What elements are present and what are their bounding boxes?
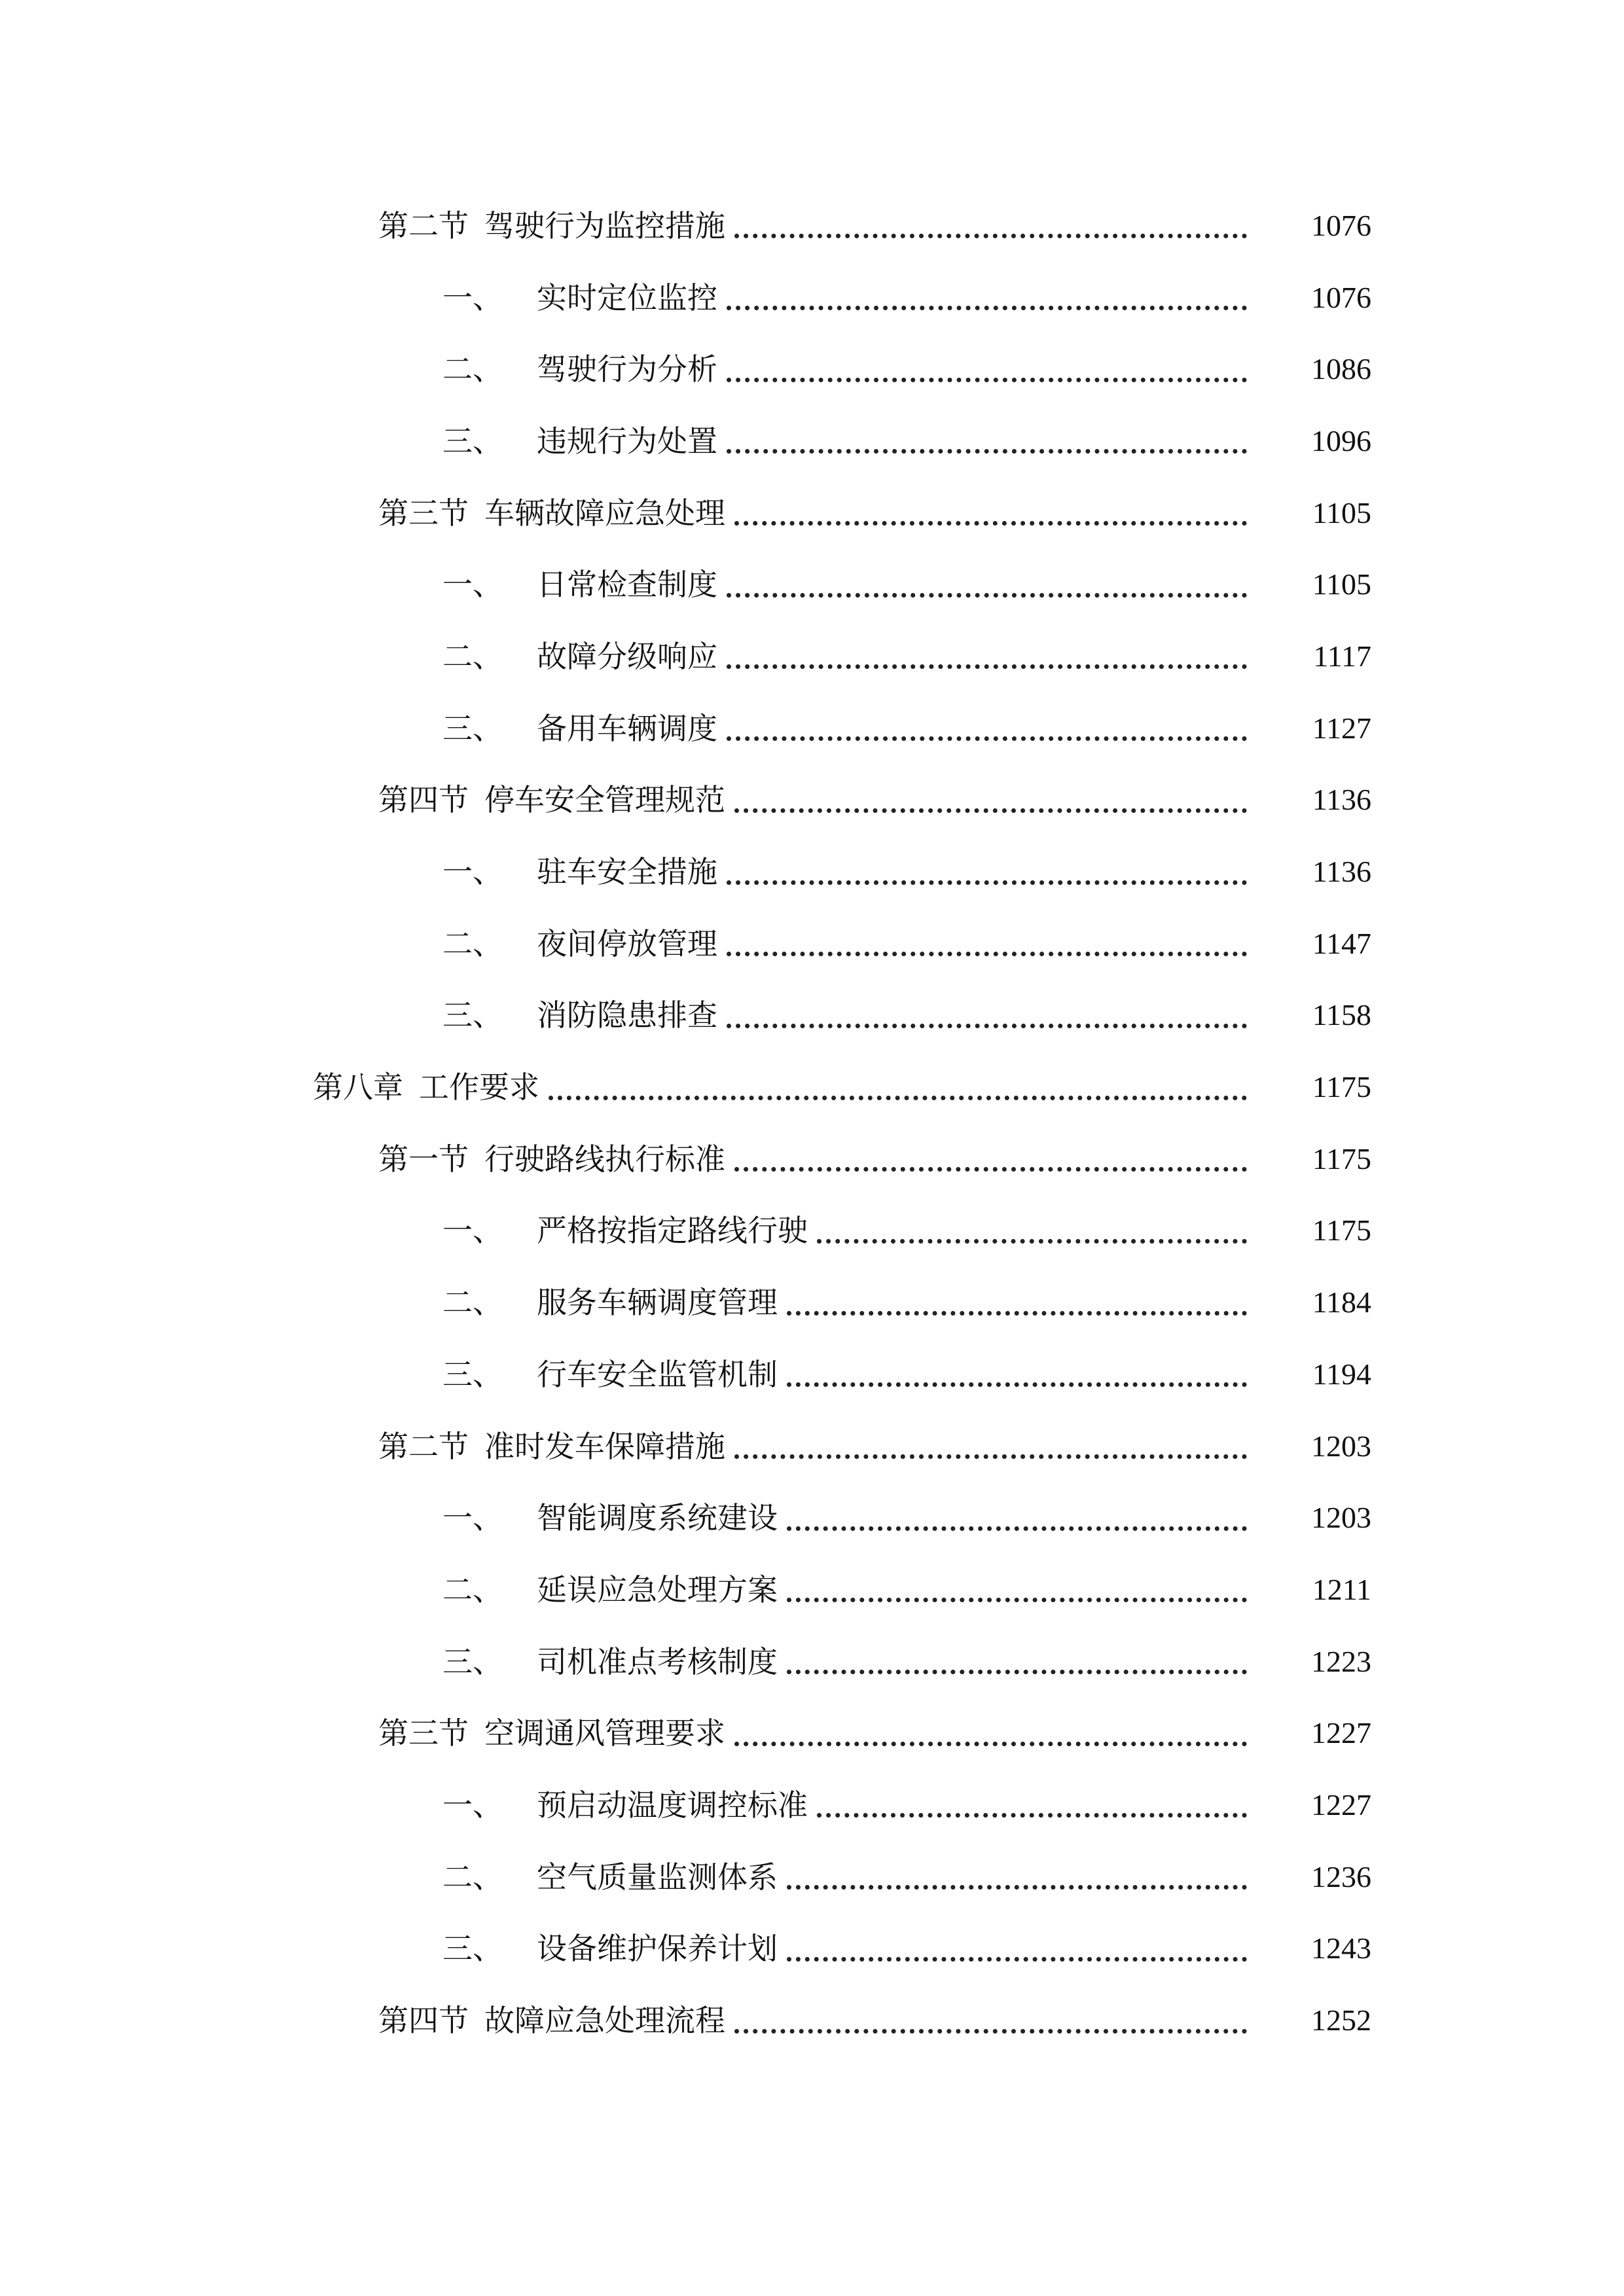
toc-entry-text	[378, 495, 725, 531]
toc-entry-item[interactable]	[0, 692, 1624, 764]
toc-entry-prefix: 三、	[442, 997, 503, 1033]
toc-entry-title: 服务车辆调度管理	[537, 1285, 778, 1321]
toc-entry-text	[442, 1213, 808, 1249]
toc-entry-page-number: 1175	[1312, 1070, 1371, 1104]
toc-entry-page-number: 1086	[1311, 352, 1371, 386]
toc-entry-item[interactable]	[0, 1482, 1624, 1554]
toc-entry-text	[378, 1141, 725, 1177]
dot-leader	[727, 952, 1247, 956]
toc-entry-text	[442, 925, 717, 961]
toc-entry-page-number: 1211	[1312, 1572, 1371, 1606]
toc-entry-text	[313, 1069, 539, 1105]
toc-entry-text	[442, 854, 717, 890]
toc-entry-title: 严格按指定路线行驶	[537, 1213, 808, 1249]
dot-leader	[727, 306, 1247, 310]
dot-leader	[734, 234, 1247, 238]
toc-entry-text	[442, 638, 717, 674]
dot-leader	[734, 521, 1247, 526]
dot-leader	[787, 1957, 1247, 1962]
toc-entry-prefix: 三、	[442, 423, 503, 459]
toc-entry-title: 行车安全监管机制	[537, 1356, 778, 1392]
toc-entry-title: 夜间停放管理	[537, 925, 717, 961]
dot-leader	[734, 1454, 1247, 1459]
toc-entry-title: 工作要求	[419, 1069, 539, 1105]
toc-entry-title: 车辆故障应急处理	[484, 495, 725, 531]
toc-entry-title: 设备维护保养计划	[537, 1931, 778, 1967]
dot-leader	[734, 1167, 1247, 1172]
toc-entry-page-number: 1105	[1312, 567, 1371, 601]
toc-entry-title: 行驶路线执行标准	[484, 1141, 725, 1177]
toc-entry-page-number: 1105	[1312, 495, 1371, 529]
toc-entry-item[interactable]	[0, 333, 1624, 405]
toc-entry-text	[378, 2003, 725, 2039]
toc-entry-prefix: 第二节	[378, 1428, 469, 1464]
toc-entry-text	[442, 1500, 778, 1536]
toc-entry-text	[442, 1356, 778, 1392]
toc-entry-prefix: 第二节	[378, 207, 469, 243]
toc-entry-title: 故障分级响应	[537, 638, 717, 674]
toc-entry-text	[442, 710, 717, 746]
toc-entry-prefix: 三、	[442, 1931, 503, 1967]
toc-entry-title: 消防隐患排查	[537, 997, 717, 1033]
toc-entry-prefix: 二、	[442, 1859, 503, 1895]
toc-entry-text	[442, 1285, 778, 1321]
toc-entry-item[interactable]	[0, 1769, 1624, 1841]
dot-leader	[787, 1885, 1247, 1890]
toc-entry-page-number: 1203	[1311, 1429, 1371, 1463]
dot-leader	[787, 1670, 1247, 1674]
dot-leader	[817, 1239, 1247, 1244]
dot-leader	[787, 1311, 1247, 1316]
dot-leader	[787, 1382, 1247, 1387]
dot-leader	[734, 2029, 1247, 2034]
toc-entry-prefix: 一、	[442, 1213, 503, 1249]
toc-entry-section[interactable]	[0, 1984, 1624, 2056]
toc-entry-title: 智能调度系统建设	[537, 1500, 778, 1536]
toc-entry-page-number: 1203	[1311, 1501, 1371, 1535]
toc-entry-item[interactable]	[0, 620, 1624, 692]
toc-entry-title: 司机准点考核制度	[537, 1643, 778, 1679]
toc-entry-item[interactable]	[0, 405, 1624, 477]
toc-entry-prefix: 一、	[442, 1787, 503, 1823]
toc-entry-item[interactable]	[0, 908, 1624, 980]
toc-entry-page-number: 1252	[1311, 2003, 1371, 2037]
toc-entry-section[interactable]	[0, 1697, 1624, 1769]
toc-entry-page-number: 1184	[1312, 1285, 1371, 1319]
toc-entry-section[interactable]	[0, 477, 1624, 549]
toc-entry-page-number: 1158	[1312, 998, 1371, 1032]
toc-entry-page-number: 1227	[1311, 1787, 1371, 1821]
toc-entry-prefix: 第三节	[378, 1715, 469, 1751]
toc-entry-page-number: 1175	[1312, 1213, 1371, 1247]
toc-entry-text	[378, 782, 725, 818]
toc-entry-text	[442, 1931, 778, 1967]
toc-entry-prefix: 一、	[442, 1500, 503, 1536]
dot-leader	[734, 808, 1247, 813]
dot-leader	[734, 1742, 1247, 1746]
toc-entry-prefix: 第四节	[378, 2003, 469, 2039]
toc-entry-title: 空调通风管理要求	[484, 1715, 725, 1751]
dot-leader	[727, 593, 1247, 598]
toc-entry-item[interactable]	[0, 1266, 1624, 1338]
toc-entry-item[interactable]	[0, 836, 1624, 908]
toc-entry-item[interactable]	[0, 980, 1624, 1052]
toc-entry-text	[442, 1571, 778, 1607]
toc-entry-prefix: 第三节	[378, 495, 469, 531]
toc-entry-text	[442, 1859, 778, 1895]
toc-entry-page-number: 1136	[1312, 783, 1371, 817]
toc-entry-page-number: 1136	[1312, 855, 1371, 889]
toc-entry-prefix: 三、	[442, 1643, 503, 1679]
toc-entry-title: 驾驶行为分析	[537, 351, 717, 387]
toc-entry-title: 故障应急处理流程	[484, 2003, 725, 2039]
toc-entry-page-number: 1117	[1313, 639, 1371, 673]
toc-entry-prefix: 二、	[442, 1571, 503, 1607]
dot-leader	[727, 880, 1247, 885]
toc-entry-title: 预启动温度调控标准	[537, 1787, 808, 1823]
dot-leader	[787, 1598, 1247, 1602]
toc-entry-item[interactable]	[0, 548, 1624, 620]
toc-entry-page-number: 1076	[1311, 280, 1371, 314]
toc-entry-prefix: 二、	[442, 638, 503, 674]
toc-entry-title: 日常检查制度	[537, 567, 717, 603]
toc-entry-text	[442, 279, 717, 315]
toc-entry-section[interactable]	[0, 1410, 1624, 1482]
dot-leader	[787, 1526, 1247, 1531]
toc-entry-prefix: 一、	[442, 567, 503, 603]
toc-entry-page-number: 1175	[1312, 1141, 1371, 1175]
toc-entry-title: 违规行为处置	[537, 423, 717, 459]
toc-entry-section[interactable]	[0, 764, 1624, 836]
toc-entry-text	[378, 1715, 725, 1751]
toc-entry-text	[378, 1428, 725, 1464]
toc-entry-prefix: 第八章	[313, 1069, 403, 1105]
toc-entry-prefix: 第一节	[378, 1141, 469, 1177]
toc-entry-page-number: 1127	[1312, 711, 1371, 745]
toc-entry-page-number: 1076	[1311, 208, 1371, 242]
toc-entry-item[interactable]	[0, 1338, 1624, 1410]
toc-entry-title: 驾驶行为监控措施	[484, 207, 725, 243]
toc-entry-text	[378, 207, 725, 243]
toc-entry-item[interactable]	[0, 1626, 1624, 1698]
toc-entry-page-number: 1223	[1311, 1644, 1371, 1678]
toc-entry-prefix: 三、	[442, 710, 503, 746]
dot-leader	[727, 664, 1247, 669]
toc-entry-prefix: 二、	[442, 1285, 503, 1321]
table-of-contents	[0, 190, 1624, 2056]
toc-entry-item[interactable]	[0, 1913, 1624, 1985]
toc-entry-text	[442, 567, 717, 603]
toc-entry-title: 驻车安全措施	[537, 854, 717, 890]
toc-entry-text	[442, 1643, 778, 1679]
toc-entry-item[interactable]	[0, 1195, 1624, 1267]
dot-leader	[817, 1813, 1247, 1818]
toc-entry-item[interactable]	[0, 262, 1624, 334]
toc-entry-text	[442, 1787, 808, 1823]
toc-entry-item[interactable]	[0, 1841, 1624, 1913]
dot-leader	[549, 1096, 1247, 1100]
toc-entry-title: 准时发车保障措施	[484, 1428, 725, 1464]
toc-entry-section[interactable]	[0, 190, 1624, 262]
toc-entry-prefix: 第四节	[378, 782, 469, 818]
toc-entry-prefix: 一、	[442, 854, 503, 890]
dot-leader	[727, 378, 1247, 382]
toc-entry-title: 停车安全管理规范	[484, 782, 725, 818]
dot-leader	[727, 449, 1247, 454]
toc-entry-prefix: 二、	[442, 925, 503, 961]
toc-entry-title: 延误应急处理方案	[537, 1571, 778, 1607]
toc-entry-prefix: 三、	[442, 1356, 503, 1392]
dot-leader	[727, 736, 1247, 741]
toc-entry-text	[442, 423, 717, 459]
toc-entry-title: 空气质量监测体系	[537, 1859, 778, 1895]
toc-entry-page-number: 1243	[1311, 1931, 1371, 1965]
toc-entry-item[interactable]	[0, 1554, 1624, 1626]
toc-entry-section[interactable]	[0, 1123, 1624, 1195]
toc-entry-title: 备用车辆调度	[537, 710, 717, 746]
toc-entry-prefix: 二、	[442, 351, 503, 387]
toc-entry-prefix: 一、	[442, 279, 503, 315]
toc-entry-page-number: 1194	[1312, 1357, 1371, 1391]
dot-leader	[727, 1024, 1247, 1028]
toc-entry-chapter[interactable]	[0, 1051, 1624, 1123]
toc-entry-page-number: 1096	[1311, 423, 1371, 457]
toc-entry-text	[442, 997, 717, 1033]
toc-entry-title: 实时定位监控	[537, 279, 717, 315]
toc-entry-page-number: 1227	[1311, 1716, 1371, 1750]
toc-entry-text	[442, 351, 717, 387]
toc-entry-page-number: 1147	[1312, 926, 1371, 960]
toc-entry-page-number: 1236	[1311, 1859, 1371, 1893]
